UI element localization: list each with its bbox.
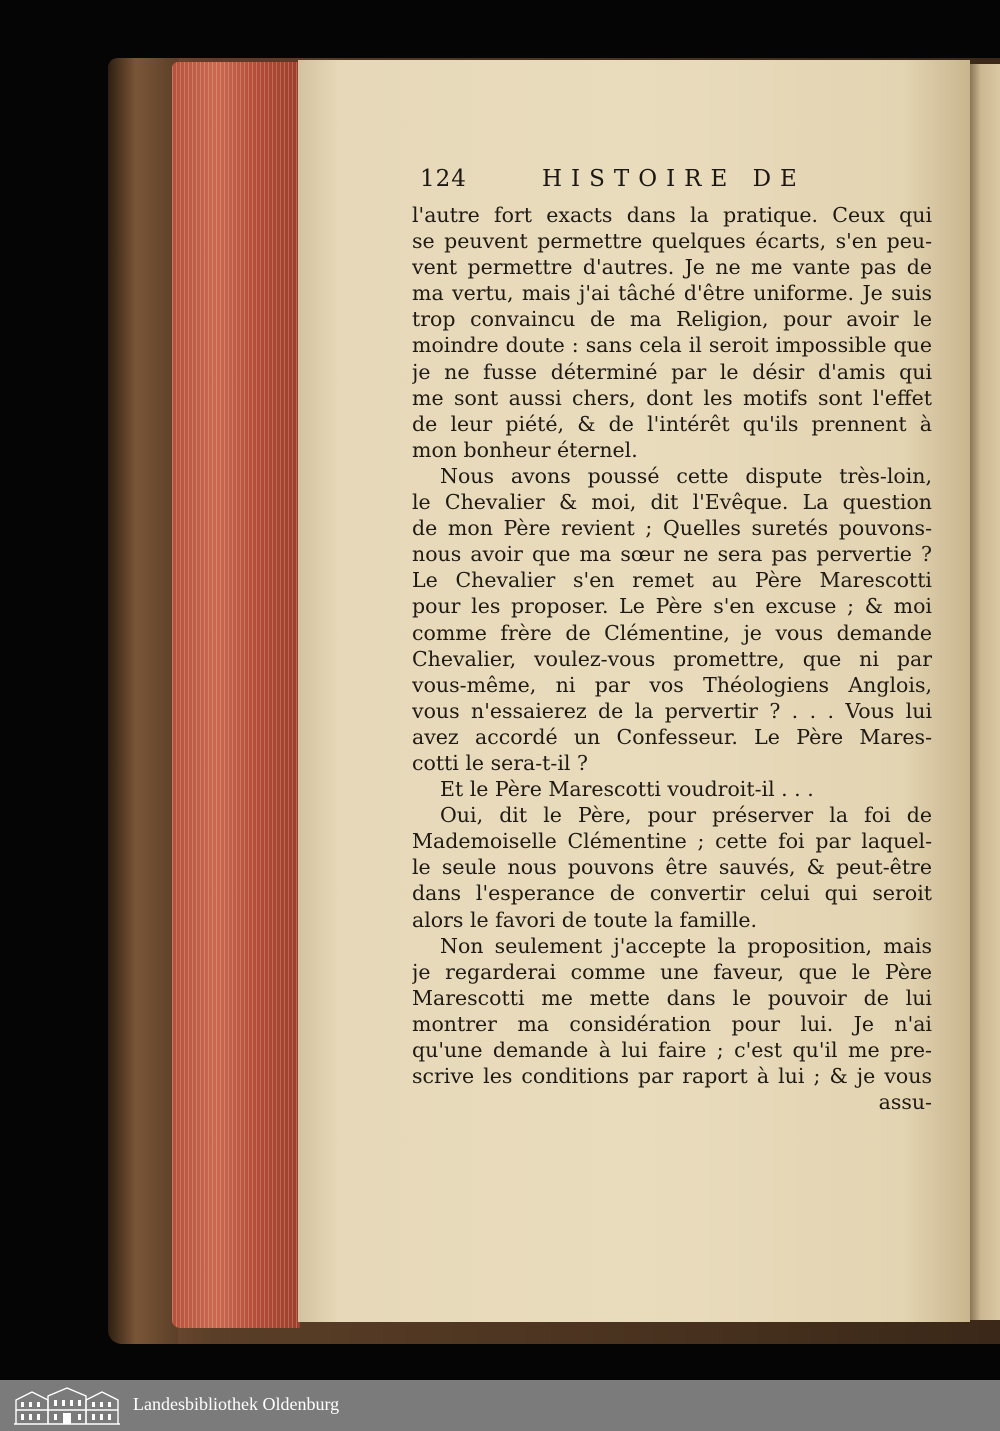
text-line: se peuvent permettre quelques écarts, s'en peu- <box>412 229 932 254</box>
text-line: Chevalier, voulez-vous promettre, que ni par <box>412 646 932 671</box>
text-line: comme frère de Clémentine, je vous demande <box>412 620 932 645</box>
text-line: Oui, dit le Père, pour préserver la foi de <box>440 803 932 828</box>
text-line: cotti le sera-t-il ? <box>412 750 588 775</box>
text-line: trop convaincu de ma Religion, pour avoir le <box>412 307 932 332</box>
book-spine-edge <box>108 58 178 1344</box>
text-line: dans l'esperance de convertir celui qui seroit <box>412 881 932 906</box>
text-line: de leur piété, & de l'intérêt qu'ils prennent à <box>412 411 932 436</box>
text-line: mon bonheur éternel. <box>412 437 638 462</box>
text-line: Marescotti me mette dans le pouvoir de lui <box>412 985 932 1010</box>
text-line: qu'une demande à lui faire ; c'est qu'il me pre- <box>412 1038 932 1062</box>
text-line: nous avoir que ma sœur ne sera pas pervertie ? <box>412 542 932 567</box>
running-title: HISTOIRE DE <box>542 166 806 192</box>
text-line: avez accordé un Confesseur. Le Père Mares- <box>412 724 932 749</box>
text-line: le seule nous pouvons être sauvés, & peut-être <box>412 855 932 880</box>
text-line: montrer ma considération pour lui. Je n'ai <box>412 1011 932 1036</box>
text-line: de mon Père revient ; Quelles suretés pouvons- <box>412 516 932 541</box>
text-line: alors le favori de toute la famille. <box>412 907 758 932</box>
page-block-edges <box>172 62 300 1328</box>
page-text <box>412 202 932 1115</box>
catchword: assu- <box>878 1090 932 1115</box>
text-line: Mademoiselle Clémentine ; cette foi par laquel- <box>412 829 932 854</box>
text-line: moindre doute : sans cela il seroit impossible que <box>412 333 932 358</box>
text-line: pour les proposer. Le Père s'en excuse ; & moi <box>412 594 932 619</box>
text-line: Nous avons poussé cette dispute très-loin, <box>440 463 932 488</box>
text-line: je regarderai comme une faveur, que le Père <box>412 959 932 984</box>
text-line: Non seulement j'accepte la proposition, mais <box>440 933 932 958</box>
text-line: vous-même, ni par vos Théologiens Anglois, <box>412 672 932 697</box>
text-line: ma vertu, mais j'ai tâché d'être uniforme. Je suis <box>412 281 932 306</box>
page-header <box>420 166 940 200</box>
text-line: le Chevalier & moi, dit l'Evêque. La question <box>412 490 932 515</box>
text-line: vous n'essaierez de la pervertir ? . . . Vous lui <box>412 698 932 723</box>
facing-page-edge <box>968 64 1000 1320</box>
library-name: Landesbibliothek Oldenburg <box>133 1394 340 1414</box>
page-number: 124 <box>420 166 467 192</box>
text-line: l'autre fort exacts dans la pratique. Ceux qui <box>412 203 932 227</box>
text-line: scrive les conditions par raport à lui ; & je vous <box>412 1064 932 1089</box>
text-line: vent permettre d'autres. Je ne me vante pas de <box>412 255 932 280</box>
text-line: Le Chevalier s'en remet au Père Marescotti <box>412 568 932 593</box>
text-line: Et le Père Marescotti voudroit-il . . . <box>440 777 814 802</box>
library-building-icon <box>12 1386 122 1426</box>
text-line: me sont aussi chers, dont les motifs sont l'effet <box>412 385 932 410</box>
text-line: je ne fusse déterminé par le désir d'amis qui <box>412 359 932 384</box>
